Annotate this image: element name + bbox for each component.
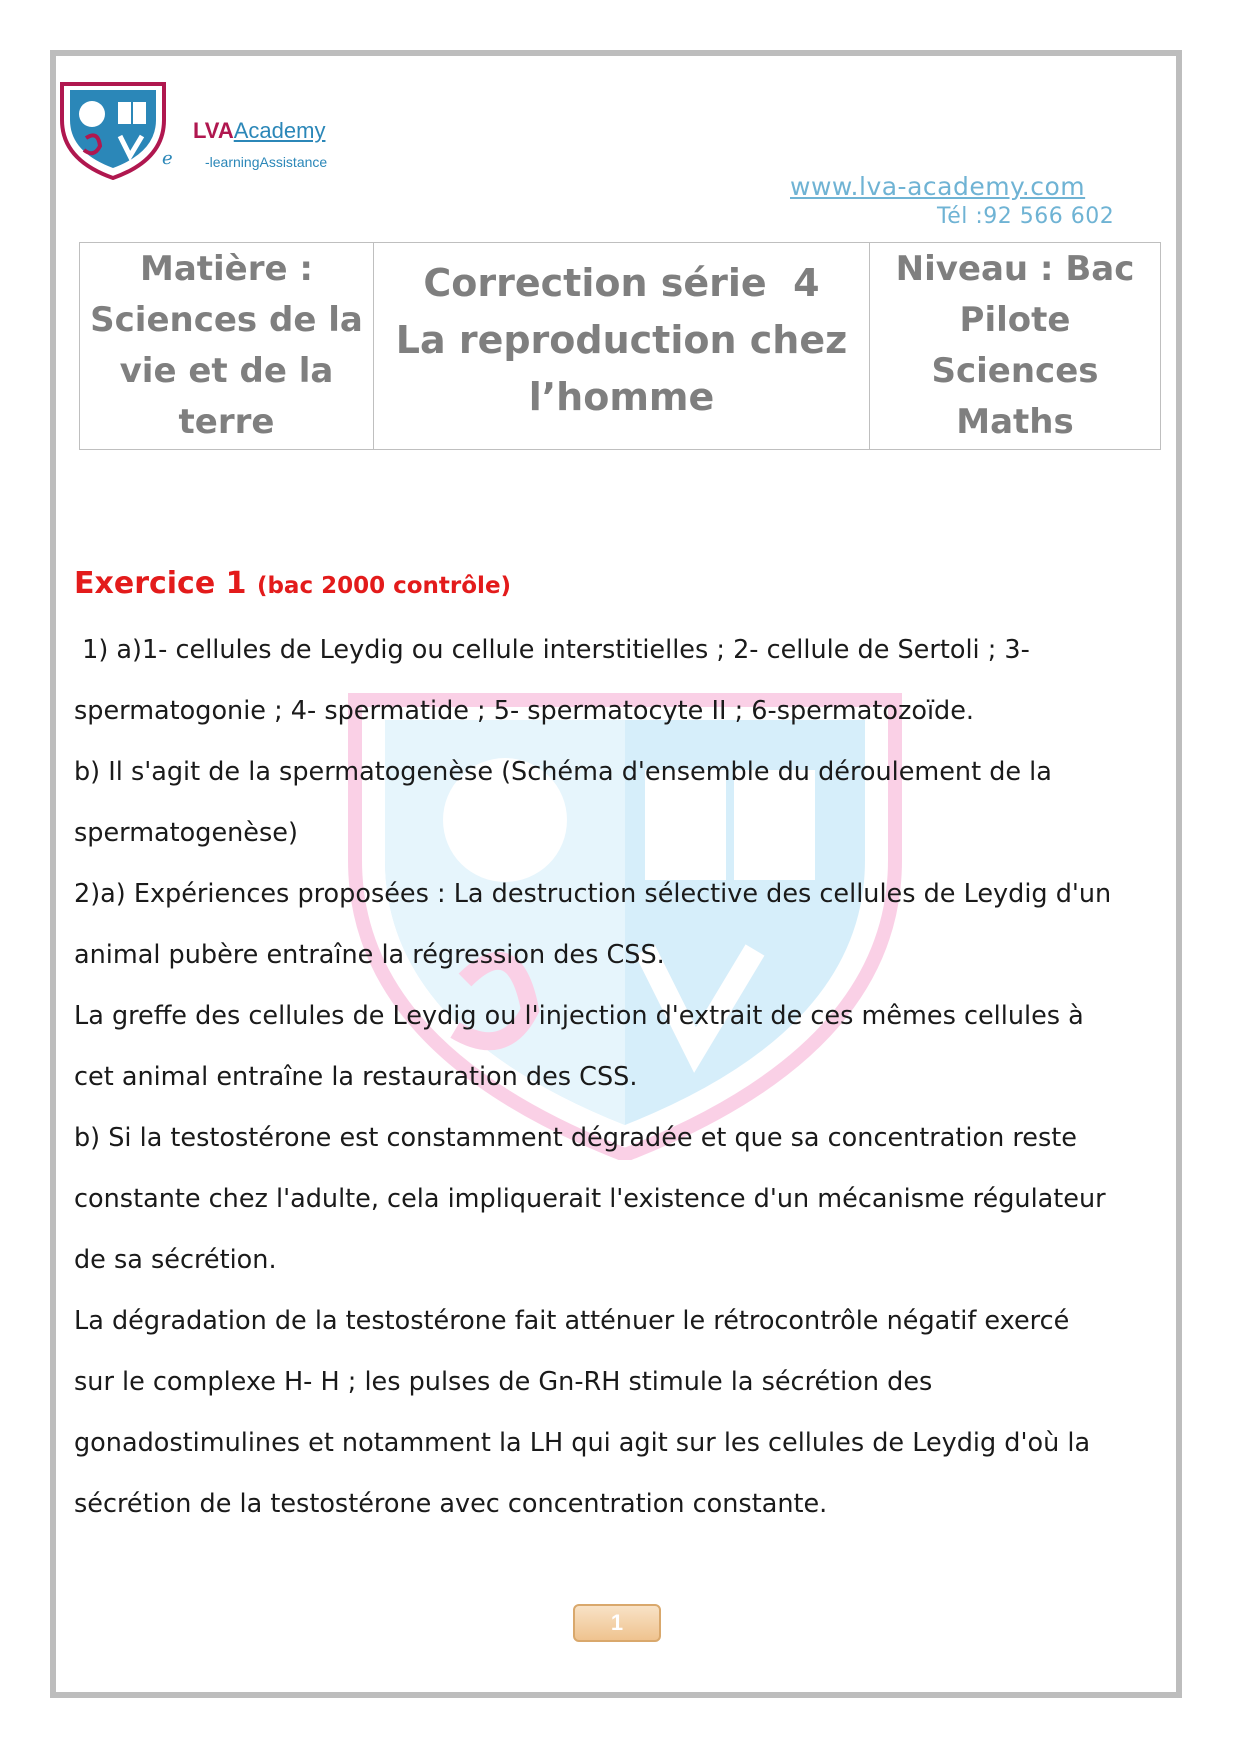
paragraph-line: de sa sécrétion. xyxy=(74,1245,277,1275)
title-line: Correction série 4 xyxy=(423,260,820,305)
title-line: La reproduction chez xyxy=(395,317,848,362)
paragraph-line: cet animal entraîne la restauration des CSS. xyxy=(74,1062,638,1092)
title-cell xyxy=(374,243,870,450)
paragraph-line: animal pubère entraîne la régression des CSS. xyxy=(74,940,665,970)
subject-line: Sciences de la xyxy=(90,300,363,340)
paragraph-line: b) Si la testostérone est constamment dégradée et que sa concentration reste xyxy=(74,1123,1077,1153)
paragraph-line: sur le complexe H- H ; les pulses de Gn-RH stimule la sécrétion des xyxy=(74,1367,933,1397)
phone-number: Tél :92 566 602 xyxy=(937,204,1115,229)
subject-line: Matière : xyxy=(139,249,313,289)
level-line: Niveau : Bac xyxy=(895,249,1135,289)
paragraph-line: 1) a)1- cellules de Leydig ou cellule interstitielles ; 2- cellule de Sertoli ; 3- xyxy=(74,635,1030,665)
paragraph-line: sécrétion de la testostérone avec concentration constante. xyxy=(74,1489,828,1519)
paragraph-line: b) Il s'agit de la spermatogenèse (Schéma d'ensemble du déroulement de la xyxy=(74,757,1052,787)
level-cell xyxy=(870,243,1161,450)
page-number-badge xyxy=(573,1604,661,1642)
brand-subtitle: -learningAssistance xyxy=(205,154,328,170)
level-line: Maths xyxy=(956,402,1074,442)
brand-lva: LVA xyxy=(193,118,234,143)
exercise-subtitle: (bac 2000 contrôle) xyxy=(256,573,512,599)
brand-name xyxy=(193,118,325,144)
info-table xyxy=(79,242,1161,450)
paragraph-line: gonadostimulines et notamment la LH qui agit sur les cellules de Leydig d'où la xyxy=(74,1428,1091,1458)
paragraph-line: La greffe des cellules de Leydig ou l'injection d'extrait de ces mêmes cellules à xyxy=(74,1001,1084,1031)
paragraph-line: 2)a) Expériences proposées : La destruction sélective des cellules de Leydig d'un xyxy=(74,879,1112,909)
subject-line: vie et de la xyxy=(119,351,334,391)
exercise-heading xyxy=(74,558,1170,612)
brand-e: e xyxy=(162,148,173,169)
title-line: l’homme xyxy=(528,374,715,419)
page-number: 1 xyxy=(610,1610,624,1635)
subject-cell xyxy=(80,243,374,450)
exercise-content xyxy=(74,558,1170,1535)
subject-line: terre xyxy=(178,402,275,442)
paragraph-line: spermatogenèse) xyxy=(74,818,298,848)
level-line: Sciences xyxy=(931,351,1099,391)
brand-academy: Academy xyxy=(233,118,326,143)
paragraph-line: constante chez l'adulte, cela impliquerait l'existence d'un mécanisme régulateur xyxy=(74,1184,1106,1214)
website-link[interactable]: www.lva-academy.com xyxy=(790,172,1086,201)
level-line: Pilote xyxy=(959,300,1071,340)
paragraph-line: La dégradation de la testostérone fait atténuer le rétrocontrôle négatif exercé xyxy=(74,1306,1070,1336)
paragraph-line: spermatogonie ; 4- spermatide ; 5- spermatocyte II ; 6-spermatozoïde. xyxy=(74,696,975,726)
exercise-title: Exercice 1 xyxy=(74,566,247,601)
lva-shield-logo-icon xyxy=(58,80,168,180)
